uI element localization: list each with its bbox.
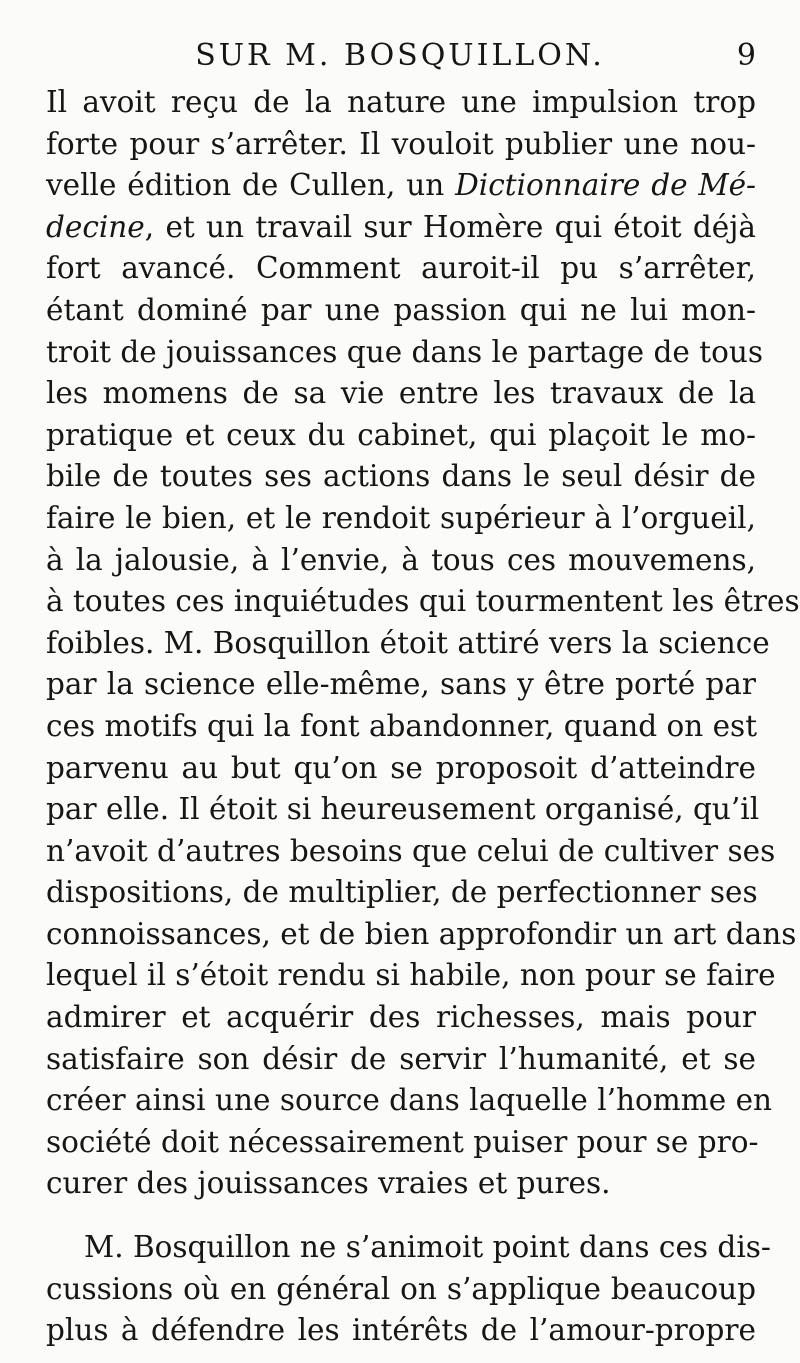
text-line: faire le bien, et le rendoit supérieur à l’orgueil,: [46, 500, 756, 535]
text-line: satisfaire son désir de servir l’humanité, et se: [46, 1041, 756, 1076]
text-line: forte pour s’arrêter. Il vouloit publier une nou-: [46, 126, 756, 161]
text-line: Il avoit reçu de la nature une impulsion trop: [46, 85, 756, 119]
text-segment: velle édition de Cullen, un: [46, 168, 456, 203]
text-line: créer ainsi une source dans laquelle l’homme en: [46, 1083, 773, 1118]
text-line: cussions où en général on s’applique beaucoup: [46, 1271, 756, 1306]
text-line: dispositions, de multiplier, de perfectionner ses: [46, 875, 758, 910]
body-text: [46, 82, 800, 1352]
text-line: ces motifs qui la font abandonner, quand on est: [46, 708, 758, 743]
text-line: fort avancé. Comment auroit-il pu s’arrêter,: [46, 251, 756, 286]
text-segment: , et un travail sur Homère qui étoit déjà: [144, 209, 756, 244]
text-line: curer des jouissances vraies et pures.: [46, 1166, 611, 1201]
text-line: par la science elle-même, sans y être porté par: [46, 667, 756, 702]
text-line: bile de toutes ses actions dans le seul désir de: [46, 459, 756, 494]
text-line: connoissances, et de bien approfondir un art dans: [46, 916, 797, 951]
text-line: foibles. M. Bosquillon étoit attiré vers la science: [46, 625, 770, 660]
paragraph-gap: [46, 1205, 756, 1227]
italic-title: Dictionnaire de Mé-: [455, 168, 757, 203]
text-line: société doit nécessairement puiser pour se pro-: [46, 1124, 759, 1159]
italic-title: decine: [46, 209, 145, 244]
text-line: admirer et acquérir des richesses, mais pour: [46, 1000, 756, 1035]
text-line: par elle. Il étoit si heureusement organisé, qu’il: [46, 792, 760, 827]
text-line: plus à défendre les intérêts de l’amour-propre: [46, 1313, 756, 1348]
running-header: [0, 34, 800, 78]
text-line: les momens de sa vie entre les travaux de la: [46, 376, 756, 411]
text-line: à la jalousie, à l’envie, à tous ces mouvemens,: [46, 542, 756, 577]
text-line: étant dominé par une passion qui ne lui mon-: [46, 292, 756, 327]
text-line: troit de jouissances que dans le partage de tous: [46, 334, 763, 369]
running-title: SUR M. BOSQUILLON.: [195, 38, 605, 73]
text-line: lequel il s’étoit rendu si habile, non pour se faire: [46, 958, 776, 993]
text-line: M. Bosquillon ne s’animoit point dans ces dis-: [84, 1230, 771, 1265]
text-line: [46, 207, 756, 249]
text-line: [46, 165, 756, 207]
paragraph-1: [46, 82, 800, 1205]
text-line: parvenu au but qu’on se proposoit d’atteindre: [46, 750, 756, 785]
text-line: à toutes ces inquiétudes qui tourmentent les êtres: [46, 584, 800, 619]
text-line: pratique et ceux du cabinet, qui plaçoit le mo-: [46, 417, 756, 452]
page-number: 9: [736, 38, 756, 73]
text-line: n’avoit d’autres besoins que celui de cultiver ses: [46, 833, 776, 868]
paragraph-2: [46, 1227, 771, 1352]
